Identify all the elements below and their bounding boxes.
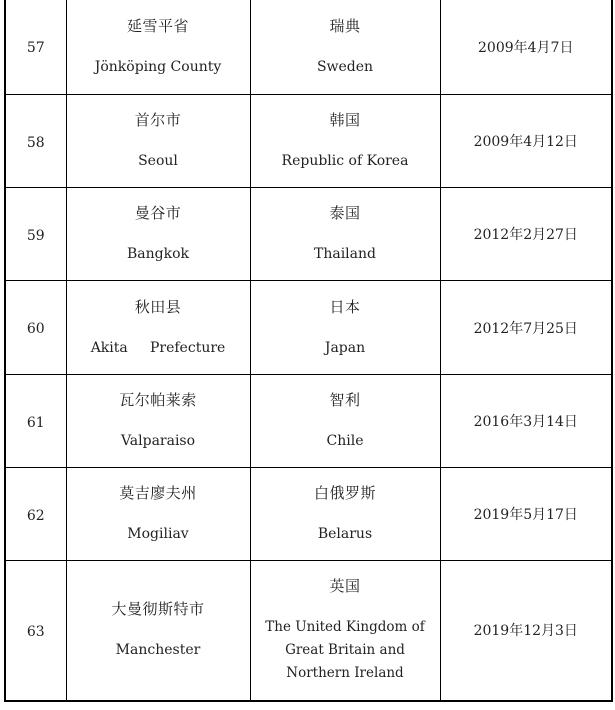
row-number-cell: [5, 468, 66, 561]
city-cell: [66, 561, 250, 701]
city-name-cn: 秋田县: [134, 297, 182, 316]
city-name-cn: 瓦尔帕莱索: [119, 391, 197, 409]
city-cell: [66, 188, 250, 281]
country-name-cn: 英国: [329, 577, 361, 596]
city-name-cn: 大曼彻斯特市: [111, 600, 205, 619]
date-cell: [440, 561, 612, 701]
city-cell: [66, 281, 250, 375]
country-name-en: Chile: [326, 433, 364, 449]
table-row: [5, 468, 612, 561]
country-name-en: Belarus: [317, 526, 373, 542]
table-row: [5, 561, 612, 701]
agreement-date: 2019年12月3日: [473, 623, 578, 640]
country-name-en: Japan: [324, 339, 366, 356]
city-name-en: Mogiliav: [127, 526, 189, 542]
date-cell: [440, 95, 612, 188]
country-name-en: Republic of Korea: [281, 153, 409, 169]
table-row: [5, 95, 612, 188]
row-number-cell: [5, 375, 66, 468]
row-number: 59: [26, 227, 45, 244]
country-cell: [250, 468, 440, 561]
country-name-cn: 泰国: [329, 204, 361, 222]
country-cell: [250, 281, 440, 375]
city-cell: [66, 0, 250, 95]
country-cell: [250, 561, 440, 701]
row-number: 58: [26, 134, 45, 151]
city-name-en: Akita Prefecture: [90, 339, 226, 356]
city-cell: [66, 95, 250, 188]
country-name-cn: 白俄罗斯: [313, 484, 376, 502]
date-cell: [440, 281, 612, 375]
city-name-cn: 曼谷市: [134, 204, 182, 222]
agreement-date: 2012年2月27日: [473, 227, 578, 243]
country-name-en: The United Kingdom of Great Britain and Northern Ireland: [265, 619, 425, 682]
row-number-cell: [5, 0, 66, 95]
country-name-cn: 日本: [329, 297, 361, 316]
agreement-date: 2016年3月14日: [473, 414, 578, 430]
agreement-date: 2009年4月12日: [473, 134, 578, 150]
row-number-cell: [5, 561, 66, 701]
row-number-cell: [5, 95, 66, 188]
table-row: [5, 375, 612, 468]
country-name-cn: 瑞典: [329, 16, 361, 35]
city-name-cn: 首尔市: [134, 111, 182, 129]
table-row: [5, 0, 612, 95]
sister-cities-table: [4, 0, 613, 702]
agreement-date: 2019年5月17日: [473, 507, 578, 523]
country-cell: [250, 188, 440, 281]
city-cell: [66, 468, 250, 561]
row-number-cell: [5, 281, 66, 375]
row-number-cell: [5, 188, 66, 281]
date-cell: [440, 468, 612, 561]
city-name-en: Seoul: [138, 153, 178, 169]
row-number: 60: [26, 321, 45, 337]
city-name-en: Manchester: [115, 642, 201, 659]
city-name-en: Valparaiso: [120, 433, 196, 449]
city-name-cn: 延雪平省: [126, 16, 189, 35]
date-cell: [440, 188, 612, 281]
city-name-en: Jönköping County: [94, 58, 222, 75]
country-name-en: Sweden: [316, 58, 374, 75]
date-cell: [440, 375, 612, 468]
table-row: [5, 281, 612, 375]
date-cell: [440, 0, 612, 95]
country-cell: [250, 375, 440, 468]
row-number: 62: [26, 507, 45, 524]
country-cell: [250, 95, 440, 188]
agreement-date: 2009年4月7日: [478, 39, 574, 56]
country-name-cn: 智利: [329, 391, 361, 409]
city-name-en: Bangkok: [126, 246, 189, 262]
country-name-en: Thailand: [314, 246, 376, 262]
country-name-cn: 韩国: [329, 111, 361, 129]
row-number: 63: [26, 623, 45, 640]
agreement-date: 2012年7月25日: [473, 320, 578, 337]
country-cell: [250, 0, 440, 95]
city-cell: [66, 375, 250, 468]
row-number: 57: [26, 40, 45, 56]
table-row: [5, 188, 612, 281]
city-name-cn: 莫吉廖夫州: [119, 484, 197, 502]
row-number: 61: [26, 414, 45, 431]
